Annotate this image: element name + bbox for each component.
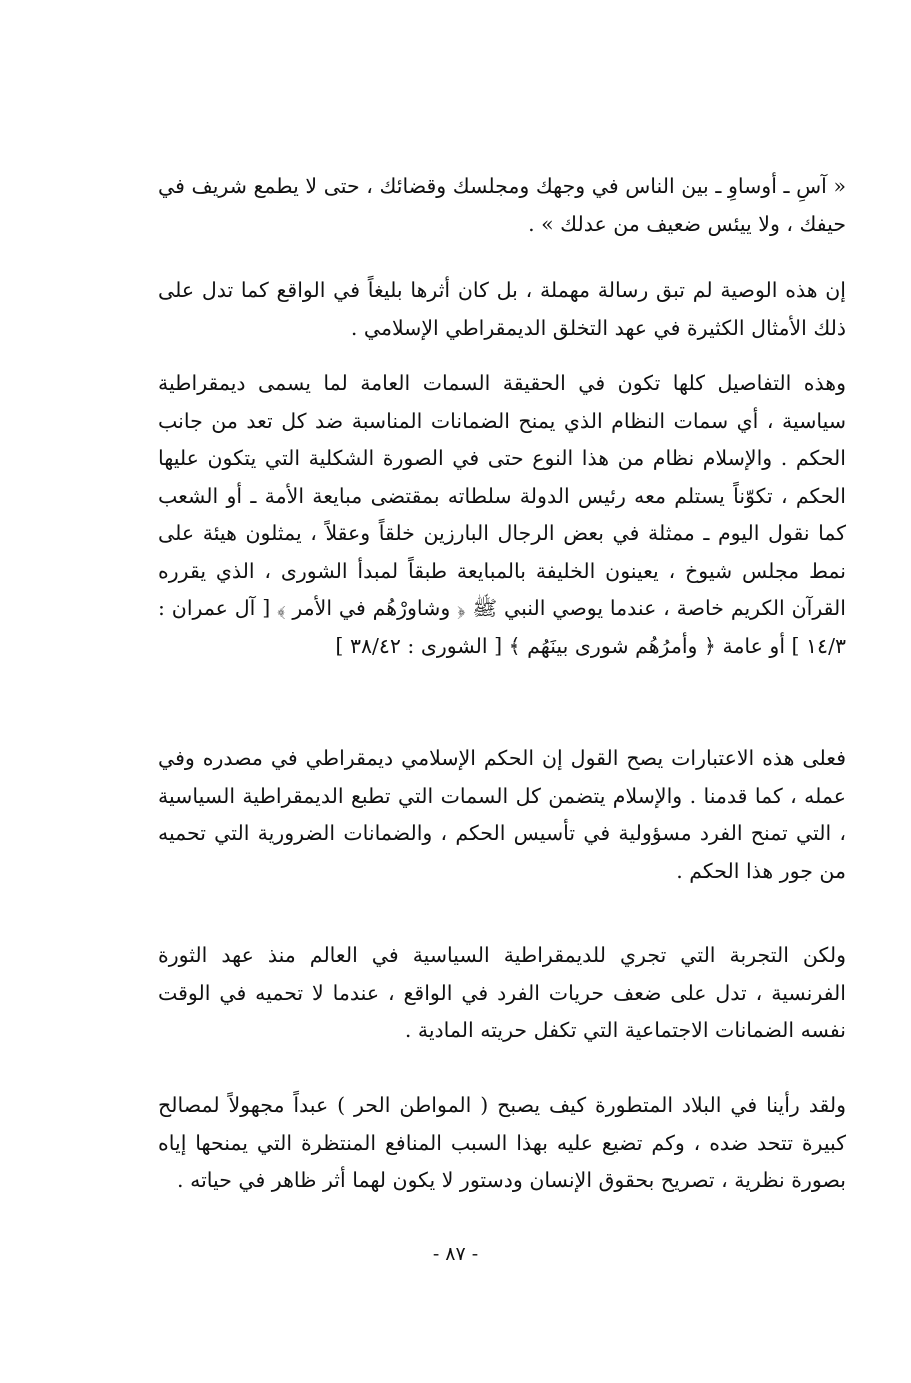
paragraph-5 <box>158 937 846 1050</box>
paragraph-text: ولقد رأينا في البلاد المتطورة كيف يصبح ( المواطن الحر ) عبداً مجهولاً لمصالح كبيرة تتحد ضده ، وكم تضيع عليه بهذا السبب المنافع المنتظرة التي يمنحها إياه بصورة نظرية ، تصريح بحقوق الإنسان ودستور لا يكون لهما أثر ظاهر في حياته . <box>158 1093 846 1192</box>
paragraph-2 <box>158 272 846 347</box>
paragraph-quote <box>158 168 846 243</box>
page-number: - ٨٧ - <box>432 1243 479 1265</box>
paragraph-text: وهذه التفاصيل كلها تكون في الحقيقة السمات العامة لما يسمى ديمقراطية سياسية ، أي سمات النظام الذي يمنح الضمانات المناسبة ضد كل تعد من جانب الحكم . والإسلام نظام من هذا النوع حتى في الصورة الشكلية التي يتكون عليها الحكم ، تكوّناً يستلم معه رئيس الدولة سلطاته بمقتضى مبايعة الأمة ـ أو الشعب كما نقول اليوم ـ ممثلة في بعض الرجال البارزين خلقاً وعقلاً ، يمثلون هيئة على نمط مجلس شيوخ ، يعينون الخليفة بالمبايعة طبقاً لمبدأ الشورى ، الذي يقرره القرآن الكريم خاصة ، عندما يوصي النبي ﷺ ﴿ وشاورْهُم في الأمر ﴾ [ آل عمران : ١٤/٣ ] أو عامة ﴿ وأمرُهُم شورى بينَهُم ﴾ [ الشورى : ٣٨/٤٢ ] <box>158 371 846 658</box>
paragraph-text: ولكن التجربة التي تجري للديمقراطية السياسية في العالم منذ عهد الثورة الفرنسية ، تدل على ضعف حريات الفرد في الواقع ، عندما لا تحميه في الوقت نفسه الضمانات الاجتماعية التي تكفل حريته المادية . <box>158 943 846 1042</box>
paragraph-text: « آسِ ـ أوساوِ ـ بين الناس في وجهك ومجلسك وقضائك ، حتى لا يطمع شريف في حيفك ، ولا ييئس ضعيف من عدلك » . <box>158 174 846 236</box>
paragraph-6 <box>158 1087 846 1200</box>
paragraph-text: فعلى هذه الاعتبارات يصح القول إن الحكم الإسلامي ديمقراطي في مصدره وفي عمله ، كما قدمنا . والإسلام يتضمن كل السمات التي تطبع الديمقراطية السياسية ، التي تمنح الفرد مسؤولية في تأسيس الحكم ، والضمانات الضرورية التي تحميه من جور هذا الحكم . <box>158 746 846 883</box>
paragraph-text: إن هذه الوصية لم تبق رسالة مهملة ، بل كان أثرها بليغاً في الواقع كما تدل على ذلك الأمثال الكثيرة في عهد التخلق الديمقراطي الإسلامي . <box>158 278 846 340</box>
paragraph-3 <box>158 365 846 665</box>
paragraph-4 <box>158 740 846 890</box>
